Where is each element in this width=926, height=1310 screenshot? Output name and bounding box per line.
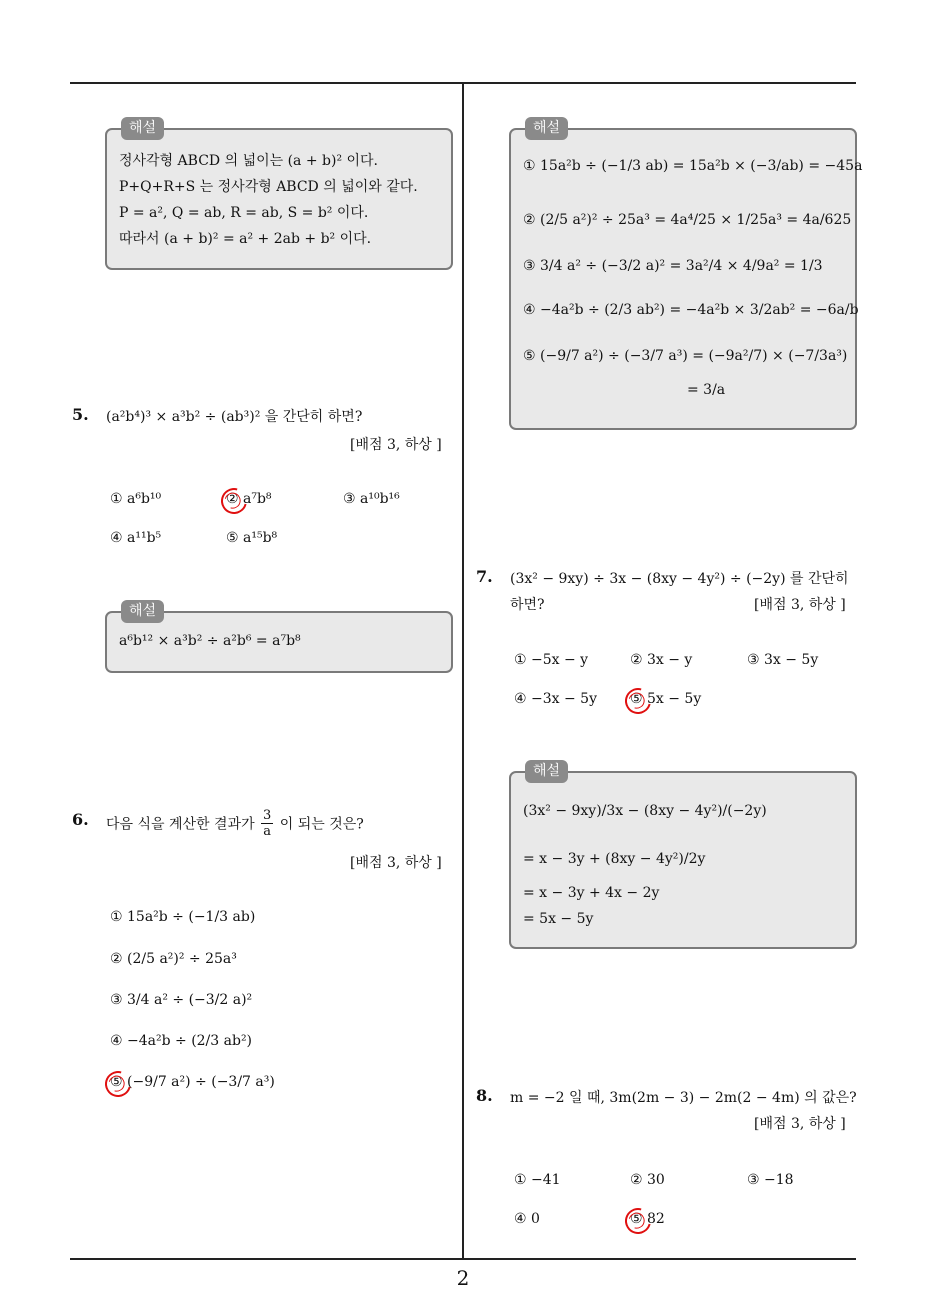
choice[interactable]: ② a⁷b⁸: [226, 491, 272, 507]
choice[interactable]: ⑤ a¹⁵b⁸: [226, 530, 278, 546]
choice[interactable]: ⑤ 5x − 5y: [630, 691, 702, 707]
choice[interactable]: ① a⁶b¹⁰: [110, 491, 162, 507]
choice[interactable]: ③ 3/4 a² ÷ (−3/2 a)²: [110, 992, 253, 1008]
choice[interactable]: ① −5x − y: [514, 652, 589, 668]
question-number: 6.: [72, 810, 89, 829]
question-score: [배점 3, 하상 ]: [754, 1116, 846, 1132]
solution-tag: 해설: [525, 760, 568, 783]
choice[interactable]: ③ 3x − 5y: [747, 652, 819, 668]
question-text: (3x² − 9xy) ÷ 3x − (8xy − 4y²) ÷ (−2y) 를 간단히: [510, 571, 849, 587]
question-score: [배점 3, 하상 ]: [754, 597, 846, 613]
answer-mark: [620, 1203, 656, 1239]
choice[interactable]: ② (2/5 a²)² ÷ 25a³: [110, 951, 237, 967]
solution-tag: 해설: [121, 600, 164, 623]
choice[interactable]: ④ 0: [514, 1211, 540, 1227]
question-number: 7.: [476, 567, 493, 586]
solution-line: 정사각형 ABCD 의 넓이는 (a + b)² 이다.: [119, 153, 379, 169]
question-score: [배점 3, 하상 ]: [350, 855, 442, 871]
choice[interactable]: ⑤ (−9/7 a²) ÷ (−3/7 a³): [110, 1074, 275, 1090]
question-text: (a²b⁴)³ × a³b² ÷ (ab³)² 을 간단히 하면?: [106, 409, 363, 425]
solution-line: a⁶b¹² × a³b² ÷ a²b⁶ = a⁷b⁸: [119, 633, 301, 649]
choice[interactable]: ⑤ 82: [630, 1211, 665, 1227]
solution-line: = 3/a: [687, 382, 726, 398]
choice[interactable]: ② 30: [630, 1172, 665, 1188]
solution-box-q5: [105, 603, 453, 673]
question-text: 하면?: [510, 597, 545, 613]
question-number: 5.: [72, 405, 89, 424]
choice[interactable]: ④ a¹¹b⁵: [110, 530, 162, 546]
solution-line: 따라서 (a + b)² = a² + 2ab + b² 이다.: [119, 231, 372, 247]
solution-line: ① 15a²b ÷ (−1/3 ab) = 15a²b × (−3/ab) = −45a: [523, 158, 863, 174]
column-divider: [462, 83, 464, 1259]
solution-tag: 해설: [121, 117, 164, 140]
choice[interactable]: ③ −18: [747, 1172, 794, 1188]
answer-mark: [100, 1066, 136, 1102]
solution-box-q7: [509, 763, 857, 949]
solution-box-q6: [509, 120, 863, 430]
question-number: 8.: [476, 1086, 493, 1105]
solution-line: P+Q+R+S 는 정사각형 ABCD 의 넓이와 같다.: [119, 179, 418, 195]
answer-mark: [620, 683, 656, 719]
fraction-denominator: a: [263, 824, 272, 839]
choice[interactable]: ① 15a²b ÷ (−1/3 ab): [110, 909, 256, 925]
solution-line: ③ 3/4 a² ÷ (−3/2 a)² = 3a²/4 × 4/9a² = 1/3: [523, 258, 823, 274]
question-text: [106, 808, 364, 839]
fraction-numerator: 3: [263, 808, 272, 823]
choice[interactable]: ② 3x − y: [630, 652, 693, 668]
question-text: m = −2 일 때, 3m(2m − 3) − 2m(2 − 4m) 의 값은?: [510, 1090, 857, 1106]
solution-line: = 5x − 5y: [523, 911, 594, 927]
answer-mark: [216, 483, 252, 519]
choice[interactable]: ③ a¹⁰b¹⁶: [343, 491, 400, 507]
solution-line: ② (2/5 a²)² ÷ 25a³ = 4a⁴/25 × 1/25a³ = 4a/625: [523, 212, 852, 228]
question-text-before: 다음 식을 계산한 결과가: [106, 816, 255, 833]
solution-line: ⑤ (−9/7 a²) ÷ (−3/7 a³) = (−9a²/7) × (−7/3a³): [523, 348, 848, 364]
question-score: [배점 3, 하상 ]: [350, 437, 442, 453]
solution-line: = x − 3y + (8xy − 4y²)/2y: [523, 851, 706, 867]
question-text-after: 이 되는 것은?: [279, 816, 364, 833]
bottom-rule: [70, 1258, 856, 1260]
solution-tag: 해설: [525, 117, 568, 140]
solution-line: (3x² − 9xy)/3x − (8xy − 4y²)/(−2y): [523, 803, 767, 819]
fraction: [261, 808, 273, 839]
solution-line: = x − 3y + 4x − 2y: [523, 885, 660, 901]
solution-line: P = a², Q = ab, R = ab, S = b² 이다.: [119, 205, 369, 221]
choice[interactable]: ① −41: [514, 1172, 561, 1188]
solution-box-q4: [105, 120, 453, 270]
choice[interactable]: ④ −4a²b ÷ (2/3 ab²): [110, 1033, 253, 1049]
page-number: 2: [456, 1266, 470, 1290]
choice[interactable]: ④ −3x − 5y: [514, 691, 597, 707]
solution-line: ④ −4a²b ÷ (2/3 ab²) = −4a²b × 3/2ab² = −6a/b: [523, 302, 859, 318]
